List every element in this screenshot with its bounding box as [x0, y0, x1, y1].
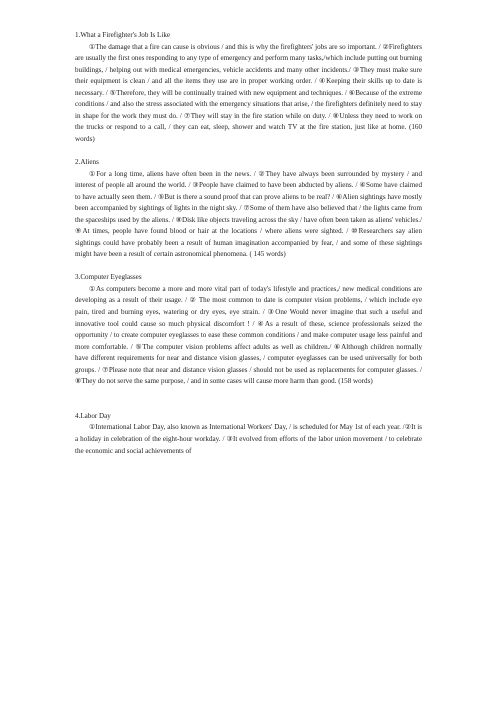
document-content — [75, 30, 422, 457]
section-aliens — [75, 157, 422, 261]
section-title: 4.Labor Day — [75, 411, 111, 420]
section-title: 3.Computer Eyeglasses — [75, 273, 142, 282]
section-labor-day — [75, 411, 422, 457]
section-title: 2.Aliens — [75, 157, 99, 166]
section-paragraph: ①International Labor Day, also known as International Workers' Day, / is scheduled for May 1st of each year. /②It is a holiday in celebration of the eight-hour workday. / ③It evolved from efforts of the labor union movement / to celebrate the economic and social achievements of — [75, 423, 422, 455]
section-computer-eyeglasses — [75, 272, 422, 387]
section-paragraph: ①As computers become a more and more vital part of today's lifestyle and practices,/ new medical conditions are developing as a result of their usage. / ② The most common to date is computer vision problems, / which include eye pain, tired and burning eyes, watering or dry eyes, eye strain. / ③One Would never imagine that such a useful and innovative tool could cause so much physical discomfort ! / ④As a result of these, science professionals seized the opportunity / to create computer eyeglasses to ease these common conditions / and make computer usage less painful and more comfortable. / ⑤The computer vision problems affect adults as well as children./ ⑥Although children normally have different requirements for near and distance vision glasses, / computer eyeglasses can be used universally for both groups. / ⑦Please note that near and distance vision glasses / should not be used as replacements for computer glasses. /⑧They do not serve the same purpose, / and in some cases will cause more harm than good. (158 words) — [75, 284, 422, 386]
section-paragraph: ①For a long time, aliens have often been in the news. / ②They have always been surrounded by mystery / and interest of people all around the world. / ③People have claimed to have been abducted by aliens. / ④Some have claimed to have actually seen them. / ⑤But is there a sound proof that can prove aliens to be real? / ⑥Alien sightings have mostly been accompanied by sightings of lights in the night sky. / ⑦Some of them have also believed that / the lights came from the spaceships used by the aliens. / ⑧Disk like objects traveling across the sky / have often been taken as aliens' vehicles./ ⑨At times, people have found blood or hair at the locations / where aliens were sighted. / ⑩Researchers say alien sightings could have probably been a result of human imagination accompanied by fear, / and some of these sightings might have been a result of certain astronomical phenomena. ( 145 words) — [75, 169, 422, 259]
section-firefighter — [75, 30, 422, 145]
section-paragraph: ①The damage that a fire can cause is obvious / and this is why the firefighters' jobs are so important. / ②Firefighters are usually the first ones responding to any type of emergency and perform many tasks,/which include putting out burning buildings, / helping out with medical emergencies, vehicle accidents and many other incidents./ ③They must make sure their equipment is clean / and all the items they use are in proper working order. / ④Keeping their skills up to date is necessary. / ⑤Therefore, they will be continually trained with new equipment and techniques. / ⑥Because of the extreme conditions / and also the stress associated with the emergency situations that arise, / the firefighters definitely need to stay in shape for the work they must do. / ⑦They will stay in the fire station while on duty. / ⑧Unless they need to work on the trucks or respond to a call, / they can eat, sleep, shower and watch TV at the fire station, just like at home. (160 words) — [75, 42, 422, 143]
section-title: 1.What a Firefighter's Job Is Like — [75, 31, 171, 39]
